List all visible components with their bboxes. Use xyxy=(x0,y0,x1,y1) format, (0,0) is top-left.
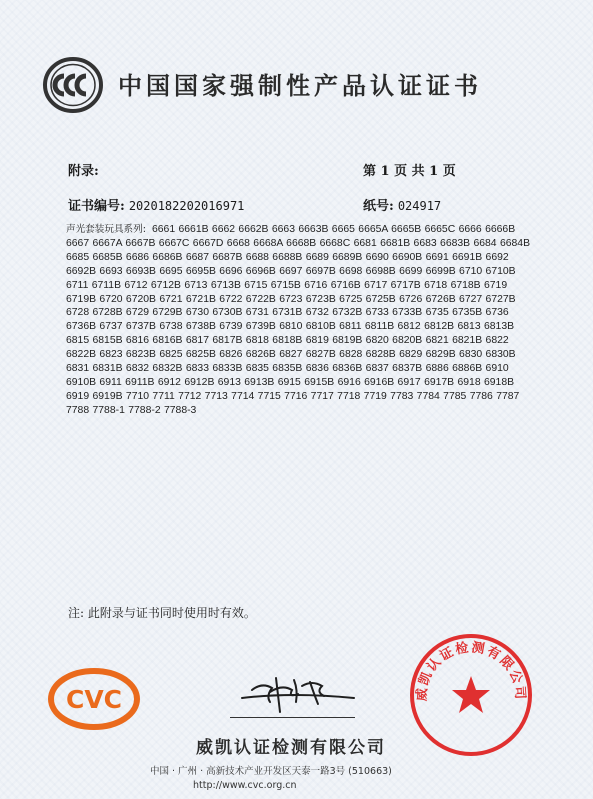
certificate-number-row xyxy=(68,195,244,214)
series-label: 声光套装玩具系列: xyxy=(66,224,146,235)
issuer-name: 威凯认证检测有限公司 xyxy=(196,738,386,758)
certificate-number: 2020182202016971 xyxy=(128,199,245,213)
paper-number: 024917 xyxy=(397,199,442,213)
model-list xyxy=(66,223,536,418)
certificate-title: 中国国家强制性产品认证证书 xyxy=(118,72,482,100)
issuer-website: http://www.cvc.org.cn xyxy=(193,780,297,791)
official-seal-icon xyxy=(408,632,534,758)
page-indicator: 第 1 页 共 1 页 xyxy=(363,164,456,179)
paper-number-row xyxy=(363,195,441,214)
model-numbers: 6661 6661B 6662 6662B 6663 6663B 6665 6665A 6665B 6665C 6666 6666B 6667 6667A 6667B 6667C 6667D 6668 6668A 6668B 6668C 6681 6681B 6683 6683B 6684 6684B 6685 6685B 6686 6686B 6687 6687B 6688 6688B 6689 6689B 6690 6690B 6691 6691B 6692 6692B 6693 6693B 6695 6695B 6696 6696B 6697 6697B 6698 6698B 6699 6699B 6710 6710B 6711 6711B 6712 6712B 6713 6713B 6715 6715B 6716 6716B 6717 6717B 6718 6718B 6719 6719B 6720 6720B 6721 6721B 6722 6722B 6723 6723B 6725 6725B 6726 6726B 6727 6727B 6728 6728B 6729 6729B 6730 6730B 6731 6731B 6732 6732B 6733 6733B 6735 6735B 6736 6736B 6737 6737B 6738 6738B 6739 6739B 6810 6810B 6811 6811B 6812 6812B 6813 6813B 6815 6815B 6816 6816B 6817 6817B 6818 6818B 6819 6819B 6820 6820B 6821 6821B 6822 6822B 6823 6823B 6825 6825B 6826 6826B 6827 6827B 6828 6828B 6829 6829B 6830 6830B 6831 6831B 6832 6832B 6833 6833B 6835 6835B 6836 6836B 6837 6837B 6886 6886B 6910 6910B 6911 6911B 6912 6912B 6913 6913B 6915 6915B 6916 6916B 6917 6917B 6918 6918B 6919 6919B 7710 7711 7712 7713 7714 7715 7716 7717 7718 7719 7783 7784 7785 7786 7787 7788 7788-1 7788-2 7788-3 xyxy=(66,224,531,416)
ccc-mark-icon xyxy=(42,56,104,114)
paper-number-label: 纸号: xyxy=(363,199,394,214)
cvc-logo-icon xyxy=(48,668,140,730)
cvc-logo-text: CVC xyxy=(65,685,123,714)
certificate-number-label: 证书编号: xyxy=(68,199,125,214)
annex-label: 附录: xyxy=(68,164,99,179)
issuer-address: 中国 · 广州 · 高新技术产业开发区天泰一路3号 (510663) xyxy=(150,766,392,777)
signature-line xyxy=(230,717,355,718)
validity-note: 注: 此附录与证书同时使用时有效。 xyxy=(68,606,256,620)
seal-text: 威凯认证检测有限公司 xyxy=(414,640,528,702)
signature-icon xyxy=(232,668,362,716)
